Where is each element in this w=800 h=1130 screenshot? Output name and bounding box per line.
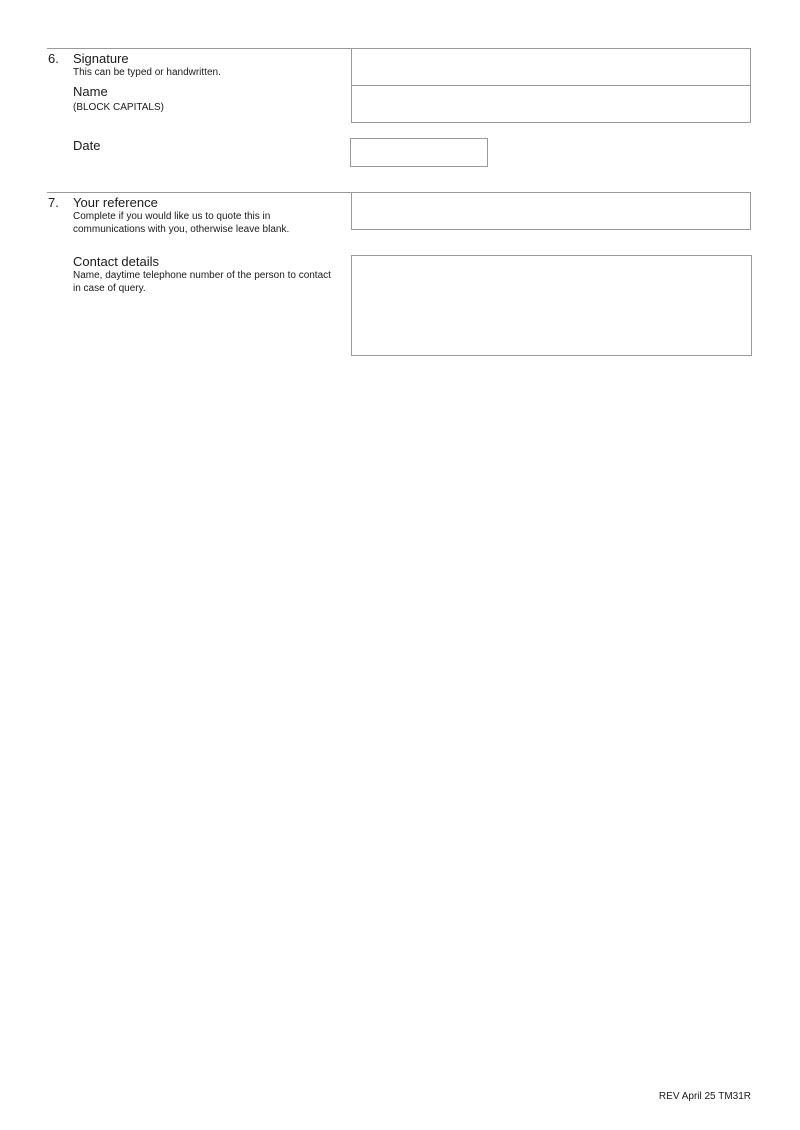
your-reference-hint: Complete if you would like us to quote this in communications with you, otherwise leave blank. [73,211,290,235]
form-revision-footer: REV April 25 TM31R [658,1091,751,1102]
name-field[interactable] [351,85,751,123]
section-7-number: 7. [48,195,59,210]
contact-details-label: Contact details [73,254,159,269]
name-hint: (BLOCK CAPITALS) [73,102,164,113]
contact-details-field[interactable] [351,255,752,356]
your-reference-label: Your reference [73,195,158,210]
date-label: Date [73,138,101,153]
section-6-number: 6. [48,51,59,66]
your-reference-field[interactable] [351,192,751,230]
name-label: Name [73,84,108,99]
contact-details-hint: Name, daytime telephone number of the person to contact in case of query. [73,270,331,294]
signature-hint: This can be typed or handwritten. [73,67,221,78]
signature-label: Signature [73,51,129,66]
date-field[interactable] [350,138,488,167]
signature-field[interactable] [351,48,751,86]
